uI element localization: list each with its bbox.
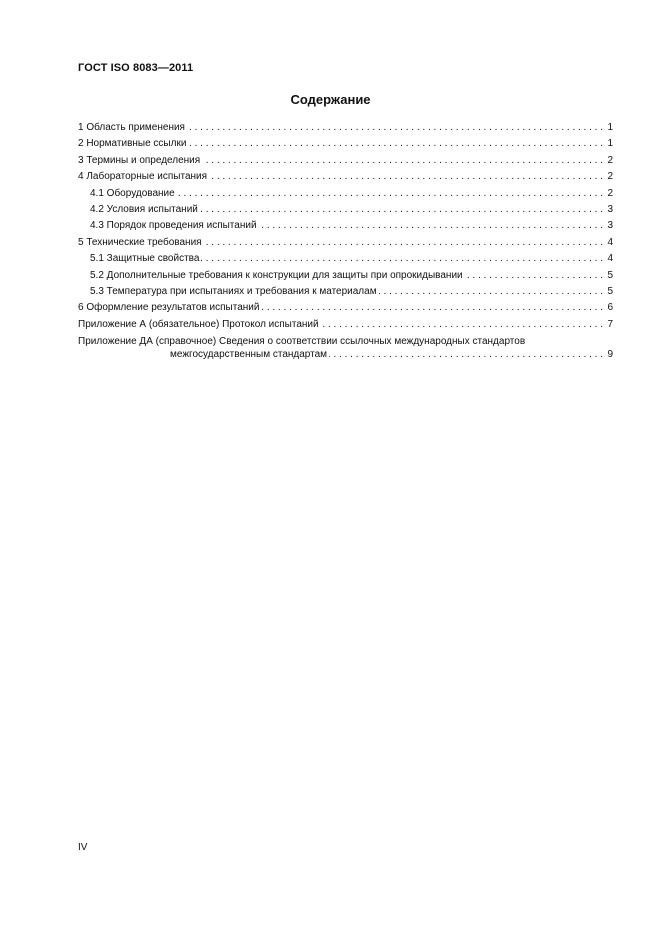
toc-entry[interactable] <box>78 169 613 185</box>
toc-entry-text: Приложение А (обязательное) Протокол испытаний <box>78 318 319 330</box>
toc-entry-text: 1 Область применения <box>78 121 185 133</box>
toc-entry-page: 1 <box>607 121 613 133</box>
toc-subentry[interactable] <box>78 218 613 234</box>
toc-entry-text: 4.1 Оборудование <box>90 187 175 199</box>
toc-entry-text-line1: Приложение ДА (справочное) Сведения о соответствии ссылочных международных стандартов <box>78 336 526 348</box>
toc-dot-leader <box>321 317 603 333</box>
toc-entry[interactable] <box>78 136 613 152</box>
toc-dot-leader <box>177 186 603 202</box>
toc-entry-page: 2 <box>607 154 613 166</box>
toc-entry-page: 3 <box>607 203 613 215</box>
toc-entry-page: 5 <box>607 285 613 297</box>
toc-entry[interactable] <box>78 153 613 169</box>
table-of-contents <box>78 120 613 361</box>
toc-subentry[interactable] <box>78 268 613 284</box>
toc-entry-text: 3 Термины и определения <box>78 154 201 166</box>
toc-dot-leader <box>209 169 603 185</box>
toc-entry-page: 6 <box>607 302 613 314</box>
toc-entry-text: 2 Нормативные ссылки <box>78 138 187 150</box>
toc-entry-page: 9 <box>607 349 613 361</box>
toc-subentry[interactable] <box>78 284 613 300</box>
toc-entry[interactable] <box>78 120 613 136</box>
toc-subentry[interactable] <box>78 251 613 267</box>
toc-entry-page: 4 <box>607 236 613 248</box>
toc-entry-page: 4 <box>607 253 613 265</box>
toc-subentry[interactable] <box>78 186 613 202</box>
page-number: IV <box>78 842 88 853</box>
toc-entry-text: 6 Оформление результатов испытаний <box>78 302 260 314</box>
toc-dot-leader <box>187 120 603 136</box>
toc-entry-text-line2: межгосударственным стандартам <box>170 349 328 361</box>
toc-entry-page: 7 <box>607 318 613 330</box>
toc-entry-page: 2 <box>607 187 613 199</box>
toc-entry-text: 4 Лабораторные испытания <box>78 171 208 183</box>
toc-dot-leader <box>329 348 603 361</box>
toc-entry-page: 2 <box>607 171 613 183</box>
toc-dot-leader <box>201 251 603 267</box>
document-code: ГОСТ ISO 8083—2011 <box>78 62 194 74</box>
toc-entry-page: 3 <box>607 220 613 232</box>
toc-entry[interactable] <box>78 300 613 316</box>
toc-entry-multiline[interactable] <box>78 335 613 361</box>
toc-entry[interactable] <box>78 235 613 251</box>
toc-dot-leader <box>259 218 603 234</box>
toc-entry-text: 5.3 Температура при испытаниях и требования к материалам <box>90 285 377 297</box>
toc-dot-leader <box>261 300 603 316</box>
toc-entry-page: 5 <box>607 269 613 281</box>
toc-entry-text: 4.2 Условия испытаний <box>90 203 198 215</box>
toc-dot-leader <box>202 153 603 169</box>
toc-dot-leader <box>465 268 603 284</box>
toc-dot-leader <box>379 284 603 300</box>
toc-entry-text: 4.3 Порядок проведения испытаний <box>90 220 257 232</box>
toc-dot-leader <box>200 202 603 218</box>
toc-entry-text: 5.2 Дополнительные требования к конструкции для защиты при опрокидывании <box>90 269 463 281</box>
toc-subentry[interactable] <box>78 202 613 218</box>
toc-dot-leader <box>188 136 603 152</box>
toc-entry-page: 1 <box>607 138 613 150</box>
toc-dot-leader <box>204 235 603 251</box>
toc-entry[interactable] <box>78 317 613 333</box>
toc-entry-text: 5.1 Защитные свойства <box>90 253 200 265</box>
toc-title: Содержание <box>290 92 371 107</box>
toc-entry-text: 5 Технические требования <box>78 236 202 248</box>
